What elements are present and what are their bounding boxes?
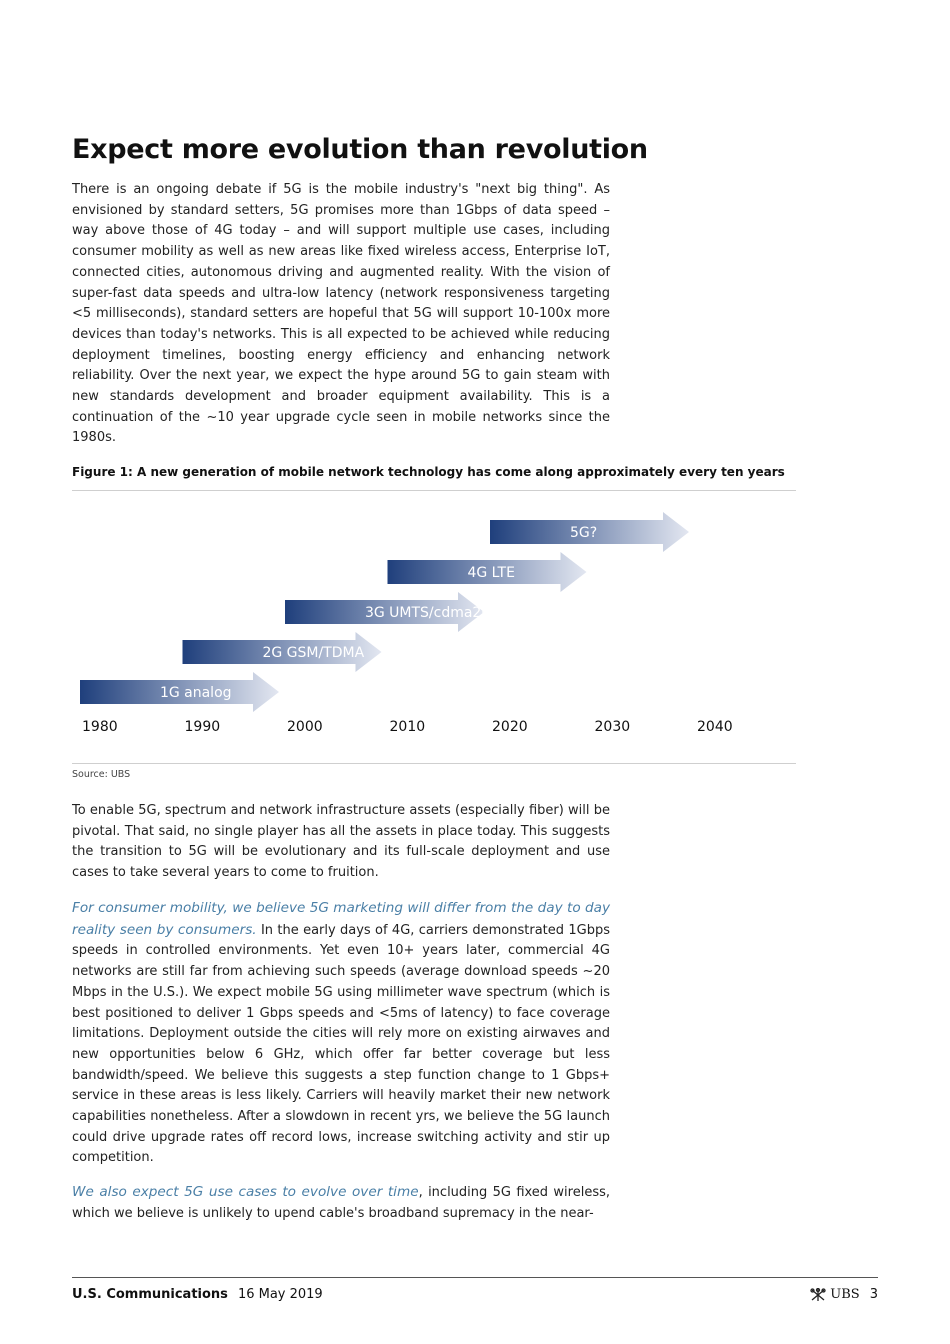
footer-date: 16 May 2019 — [237, 1287, 323, 1302]
year-tick-label: 2030 — [594, 719, 631, 735]
section-heading: Expect more evolution than revolution — [72, 134, 648, 165]
year-tick-label: 2000 — [287, 719, 323, 735]
figure-bottom-rule — [72, 763, 796, 764]
footer-right — [810, 1287, 878, 1302]
generation-arrow-4 — [388, 552, 587, 592]
year-tick-label: 1980 — [82, 719, 118, 735]
footer-rule — [72, 1277, 878, 1278]
figure-title: Figure 1: A new generation of mobile network technology has come along approximately every ten years — [72, 465, 785, 479]
footer-page-number: 3 — [869, 1287, 878, 1302]
page-footer — [72, 1287, 878, 1305]
use-cases-paragraph — [72, 1182, 610, 1224]
generation-arrow-3 — [285, 592, 508, 632]
generation-label: 3G UMTS/cdma2000 — [364, 605, 509, 621]
generation-label: 4G LTE — [467, 565, 515, 581]
spectrum-paragraph: To enable 5G, spectrum and network infrastructure assets (especially fiber) will be pivotal. That said, no single player has all the assets in place today. This suggests the transition to 5G will be evolutionary and its full-scale deployment and use cases to take several years to come to fruition. — [72, 803, 610, 881]
use-cases-lead: We also expect 5G use cases to evolve over time — [72, 1184, 419, 1200]
generation-arrow-1 — [80, 672, 279, 712]
generation-arrow-5 — [490, 512, 689, 552]
generation-label: 5G? — [569, 525, 598, 541]
year-tick-label: 1990 — [184, 719, 221, 735]
use-cases-body: , including 5G fixed wireless, which we believe is unlikely to upend cable's broadband supremacy in the near- — [72, 1185, 610, 1221]
consumer-mobility-lead: For consumer mobility, we believe 5G marketing will differ from the day to day reality seen by consumers. — [72, 900, 610, 938]
consumer-mobility-body: In the early days of 4G, carriers demonstrated 1Gbps speeds in controlled environments. Yet even 10+ years later, commercial 4G networks are still far from achieving such speeds (average download speeds ~20 Mbps in the U.S.). We expect mobile 5G using millimeter wave spectrum (which is best positioned to deliver 1 Gbps speeds and <5ms of latency) to face coverage limitations. Deployment outside the cities will rely more on existing airwaves and new opportunities below 6 GHz, which offer far better coverage but less bandwidth/speed. We believe this suggests a step function change to 1 Gbps+ service in these areas is less likely. Carriers will heavily market their new network capabilities nonetheless. After a slowdown in recent yrs, we believe the 5G launch could drive upgrade rates off record lows, increase switching activity and stir up competition. — [72, 922, 610, 1166]
generation-arrow-2 — [183, 632, 382, 672]
figure-top-rule — [72, 490, 796, 491]
figure-source: Source: UBS — [72, 769, 131, 780]
footer-section-name: U.S. Communications — [72, 1287, 228, 1302]
generation-label: 2G GSM/TDMA — [262, 645, 365, 661]
intro-paragraph: There is an ongoing debate if 5G is the mobile industry's "next big thing". As envisioned by standard setters, 5G promises more than 1Gbps of data speed – way above those of 4G today – and will support multiple use cases, including consumer mobility as well as new areas like fixed wireless access, Enterprise IoT, connected cities, autonomous driving and augmented reality. With the vision of super-fast data speeds and ultra-low latency (network responsiveness targeting <5 milliseconds), standard setters are hopeful that 5G will support 10-100x more devices than today's networks. This is all expected to be achieved while reducing deployment timelines, boosting energy efficiency and enhancing network reliability. Over the next year, we expect the hype around 5G to gain steam with new standards development and broader equipment availability. This is a continuation of the ~10 year upgrade cycle seen in mobile networks since the 1980s. — [72, 182, 610, 446]
year-tick-label: 2010 — [389, 719, 426, 735]
generation-timeline-chart — [72, 500, 796, 750]
consumer-mobility-paragraph — [72, 898, 610, 1169]
year-tick-label: 2040 — [697, 719, 733, 735]
year-tick-label: 2020 — [492, 719, 528, 735]
generation-label: 1G analog — [159, 685, 232, 701]
footer-logo: UBS — [830, 1287, 860, 1302]
ubs-keys-icon — [810, 1288, 826, 1302]
